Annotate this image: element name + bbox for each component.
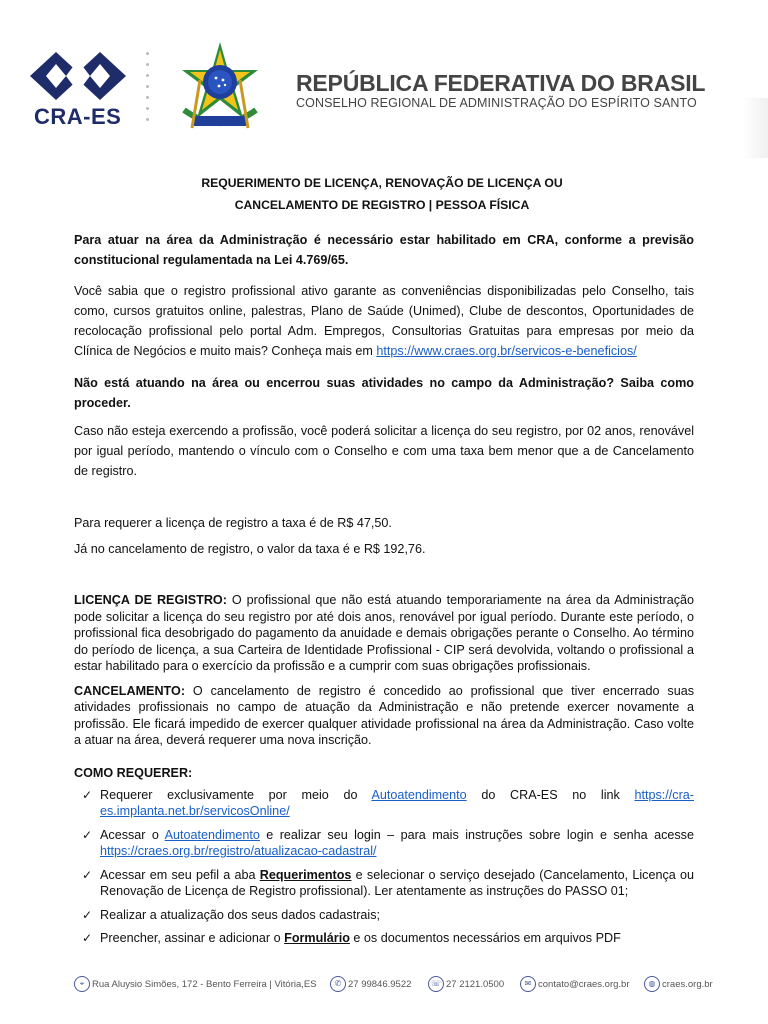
checkmark-icon: ✓ xyxy=(82,827,93,842)
phone-text: 27 2121.0500 xyxy=(446,978,505,990)
footer-address xyxy=(74,976,317,992)
document-title-line-1: REQUERIMENTO DE LICENÇA, RENOVAÇÃO DE LICENÇA OU xyxy=(201,176,563,190)
list-item xyxy=(74,827,694,860)
benefits-text: Você sabia que o registro profissional ativo garante as conveniências disponibilizadas pelo Conselho, tais como, cursos gratuitos online, palestras, Plano de Saúde (Unimed), Clube de descontos, Oportunidades de recolocação profissional pelo portal Adm. Empregos, Consultorias Gratuitas para empresas por meio da Clínica de Negócios e muito mais? Conheça mais em xyxy=(74,284,694,358)
list-item xyxy=(74,907,694,924)
list-item xyxy=(74,787,694,820)
step-text: do CRA-ES no link xyxy=(466,787,635,802)
atualizacao-cadastral-link[interactable]: https://craes.org.br/registro/atualizacao-cadastral/ xyxy=(100,844,377,858)
footer-email xyxy=(520,976,630,992)
letterhead xyxy=(0,0,768,150)
footer-whatsapp xyxy=(330,976,411,992)
document-body xyxy=(74,172,694,954)
steps-list xyxy=(74,787,694,947)
footer-phone xyxy=(428,976,504,992)
fee-cancel-text: Já no cancelamento de registro, o valor da taxa é e R$ 192,76. xyxy=(74,542,426,556)
fee-license-text: Para requerer a licença de registro a taxa é de R$ 47,50. xyxy=(74,516,392,530)
location-pin-icon: ⌖ xyxy=(74,976,90,992)
coat-of-arms-icon xyxy=(170,40,270,136)
autoatendimento-link[interactable]: Autoatendimento xyxy=(371,787,467,802)
step-text: Acessar o xyxy=(100,827,165,842)
cancel-text: O cancelamento de registro é concedido ao profissional que tiver encerrado suas atividades profissionais no campo de atuação da Administração e não pretende exercer novamente a profissão. Ele ficará impedido de exercer qualquer atividade profissional na área da Administração. Caso volte a atuar na área, deverá requerer uma nova inscrição. xyxy=(74,683,694,747)
email-text: contato@craes.org.br xyxy=(538,978,630,990)
whatsapp-text: 27 99846.9522 xyxy=(348,978,412,990)
checkmark-icon: ✓ xyxy=(82,867,93,882)
phone-icon: ☏ xyxy=(428,976,444,992)
globe-icon: ◍ xyxy=(644,976,660,992)
step-text: Realizar a atualização dos seus dados cadastrais; xyxy=(100,907,381,922)
checkmark-icon: ✓ xyxy=(82,907,93,922)
list-item xyxy=(74,930,694,947)
cancelamento-paragraph xyxy=(74,683,694,749)
step-text: e os documentos necessários em arquivos PDF xyxy=(349,931,621,945)
list-item xyxy=(74,867,694,900)
republic-title: REPÚBLICA FEDERATIVA DO BRASIL xyxy=(296,70,706,96)
autoatendimento-link[interactable]: Autoatendimento xyxy=(164,827,260,842)
whatsapp-icon: ✆ xyxy=(330,976,346,992)
formulario-term: Formulário xyxy=(284,931,350,945)
step-text: Preencher, assinar e adicionar o xyxy=(100,931,285,945)
separator-dots xyxy=(146,52,152,129)
step-text: e selecionar o serviço desejado (Cancelamento, Licença ou Renovação de Licença de Registro profissional). Ler atentamente as instruções do PASSO 01; xyxy=(100,867,694,898)
cancel-label: CANCELAMENTO: xyxy=(74,683,186,698)
question-heading: Não está atuando na área ou encerrou suas atividades no campo da Administração? Saiba como proceder. xyxy=(74,376,694,410)
checkmark-icon: ✓ xyxy=(82,787,93,802)
intro-paragraph: Para atuar na área da Administração é necessário estar habilitado em CRA, conforme a previsão constitucional regulamentada na Lei 4.769/65. xyxy=(74,233,694,267)
checkmark-icon: ✓ xyxy=(82,931,93,945)
site-text: craes.org.br xyxy=(662,978,713,990)
footer-site xyxy=(644,976,713,992)
licenca-label: LICENÇA DE REGISTRO: xyxy=(74,593,227,607)
step-text: Requerer exclusivamente por meio do xyxy=(100,787,372,802)
letterhead-title-block xyxy=(296,70,705,110)
cra-es-logo-icon xyxy=(26,48,130,104)
document-title xyxy=(70,172,694,216)
address-text: Rua Aluysio Simões, 172 - Bento Ferreira | Vitória,ES xyxy=(92,978,317,990)
step-text: Acessar em seu pefil a aba xyxy=(100,867,260,882)
council-subtitle: CONSELHO REGIONAL DE ADMINISTRAÇÃO DO ESPÍRITO SANTO xyxy=(296,96,697,110)
licenca-text: O profissional que não está atuando temporariamente na área da Administração pode solicitar a licença do seu registro por até dois anos, renovável por igual período. Durante este período, o profissional fica desobrigado do pagamento da anuidade e demais obrigações perante o Conselho. Ao término do período de licença, a sua Carteira de Identidade Profissional - CIP será devolvida, voltando o profissional a estar habilitado para o exercício da profissão e a cumprir com suas obrigações profissionais. xyxy=(74,593,694,673)
email-icon: ✉ xyxy=(520,976,536,992)
licenca-paragraph xyxy=(74,592,694,675)
logo-text: CRA-ES xyxy=(34,104,122,129)
license-info-paragraph: Caso não esteja exercendo a profissão, você poderá solicitar a licença do seu registro, por 02 anos, renovável por igual período, mantendo o vínculo com o Conselho e com uma taxa bem menor que a de Cancelamento de registro. xyxy=(74,424,694,478)
servicos-online-link[interactable]: https://cra-es.implanta.net.br/servicosOnline/ xyxy=(100,787,694,818)
document-title-line-2: CANCELAMENTO DE REGISTRO | PESSOA FÍSICA xyxy=(234,198,530,212)
benefits-link[interactable]: https://www.craes.org.br/servicos-e-beneficios/ xyxy=(376,344,637,358)
step-text: e realizar seu login – para mais instruções sobre login e senha acesse xyxy=(259,827,694,842)
benefits-paragraph xyxy=(74,281,694,361)
requerimentos-term: Requerimentos xyxy=(259,867,352,882)
footer xyxy=(74,974,714,994)
cra-es-logo xyxy=(26,48,130,134)
como-requerer-heading: COMO REQUERER: xyxy=(74,765,193,780)
page-shadow xyxy=(742,98,768,158)
